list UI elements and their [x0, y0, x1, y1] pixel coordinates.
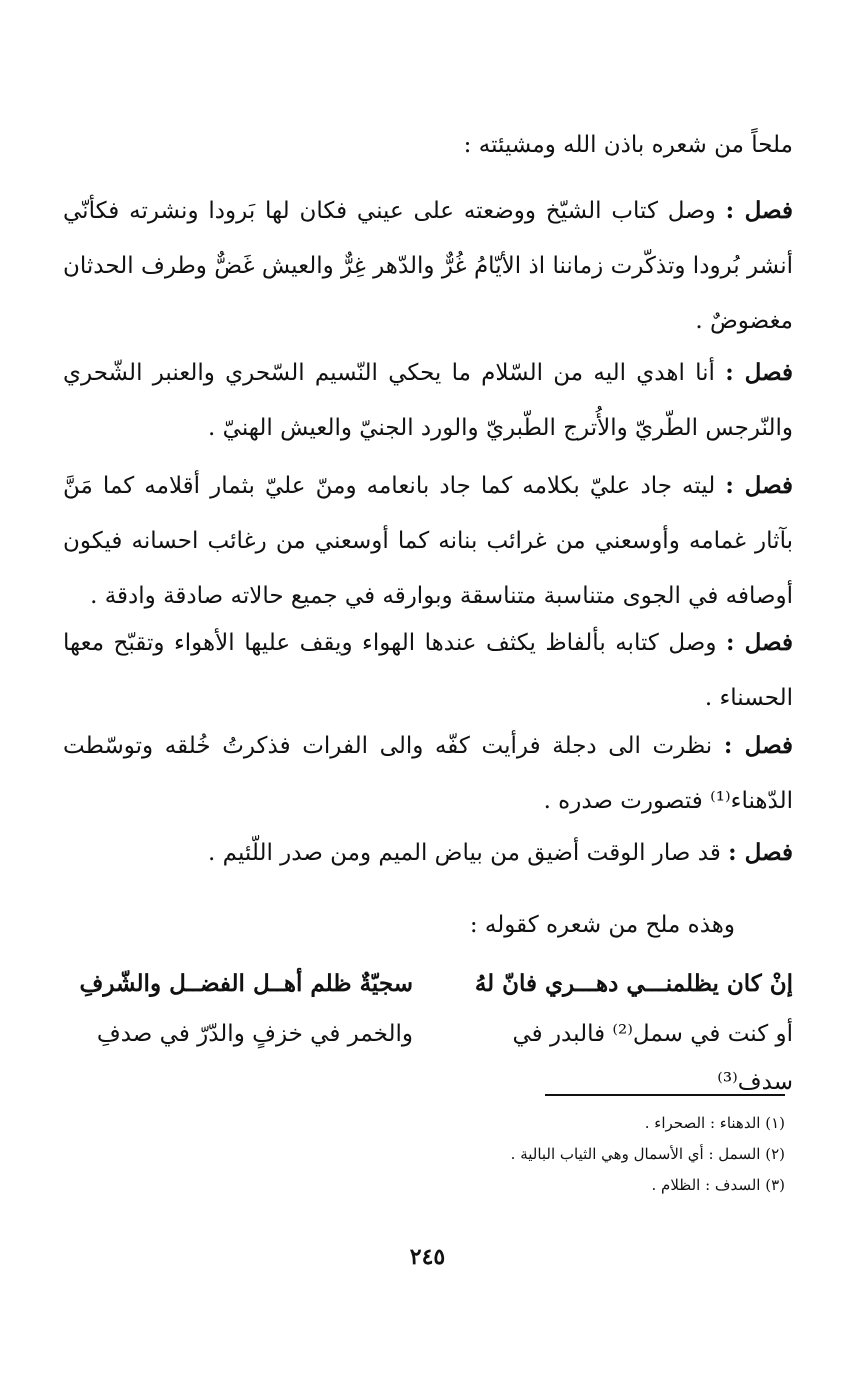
footnote: (٢) السمل : أي الأسمال وهي الثياب البالية .	[510, 1145, 785, 1163]
paragraph	[63, 183, 793, 349]
verse-second-hemistich: سجيّةٌ ظلم أهــل الفضــل والشّرفِ	[79, 970, 413, 997]
paragraph	[63, 345, 793, 456]
footnotes	[185, 1108, 785, 1201]
intro-line: ملحاً من شعره باذن الله ومشيئته :	[463, 132, 793, 158]
paragraph	[63, 825, 793, 881]
paragraph	[63, 615, 793, 726]
paragraph-lead: فصل :	[728, 839, 793, 866]
footnote: (٣) السدف : الظلام .	[651, 1176, 785, 1194]
paragraph-text: وصل كتاب الشيّخ ووضعته على عيني فكان لها بَرودا ونشرته فكأنّي أنشر بُرودا وتذكّرت زماننا اذ الأيّامُ غُرٌّ والدّهر غِرٌّ والعيش غَضٌّ وطرف الحدثان مغضوضٌ .	[63, 198, 793, 334]
paragraph	[63, 458, 793, 624]
paragraph-lead: فصل :	[725, 197, 794, 224]
paragraph-text: وصل كتابه بألفاظ يكثف عندها الهواء ويقف عليها الأهواء وتقبّح معها الحسناء .	[63, 630, 793, 711]
paragraph	[63, 718, 793, 829]
verse	[63, 1010, 793, 1095]
poem-intro: وهذه ملح من شعره كقوله :	[469, 912, 735, 938]
paragraph-text: نظرت الى دجلة فرأيت كفّه والى الفرات فذكرتُ خُلقه وتوسّطت الدّهناء⁽¹⁾ فتصورت صدره .	[63, 733, 793, 814]
paragraph-lead: فصل :	[723, 732, 794, 759]
verse	[63, 960, 793, 1008]
verse-first-hemistich: إنْ كان يظلمنـــي دهـــري فانّ لهُ	[474, 970, 793, 997]
paragraph-text: قد صار الوقت أضيق من بياض الميم ومن صدر اللّئيم .	[208, 840, 721, 866]
verse-second-hemistich: والخمر في خزفٍ والدّرّ في صدفِ	[96, 1021, 413, 1047]
paragraph-text: أنا اهدي اليه من السّلام ما يحكي النّسيم السّحري والعنبر الشّحري والنّرجس الطّريّ والأُترج الطّبريّ والورد الجنيّ والعيش الهنيّ .	[63, 360, 793, 441]
verse-first-hemistich: أو كنت في سمل⁽²⁾ فالبدر في سدف⁽³⁾	[512, 1021, 793, 1095]
page-number: ٢٤٥	[409, 1244, 446, 1270]
paragraph-lead: فصل :	[725, 629, 793, 656]
footnote: (١) الدهناء : الصحراء .	[644, 1114, 785, 1132]
paragraph-lead: فصل :	[725, 359, 794, 386]
paragraph-text: ليته جاد عليّ بكلامه كما جاد بانعامه ومنّ عليّ بثمار أقلامه كما مَنَّ بآثار غمامه وأوسعني من غرائب بنانه كما أوسعني من رغائب احسانه فيكون أوصافه في الجوى متناسبة متناسقة وبوارقه في جميع حالاته صادقة وادقة .	[63, 473, 793, 609]
paragraph-lead: فصل :	[725, 472, 794, 499]
footnote-divider	[545, 1094, 785, 1096]
